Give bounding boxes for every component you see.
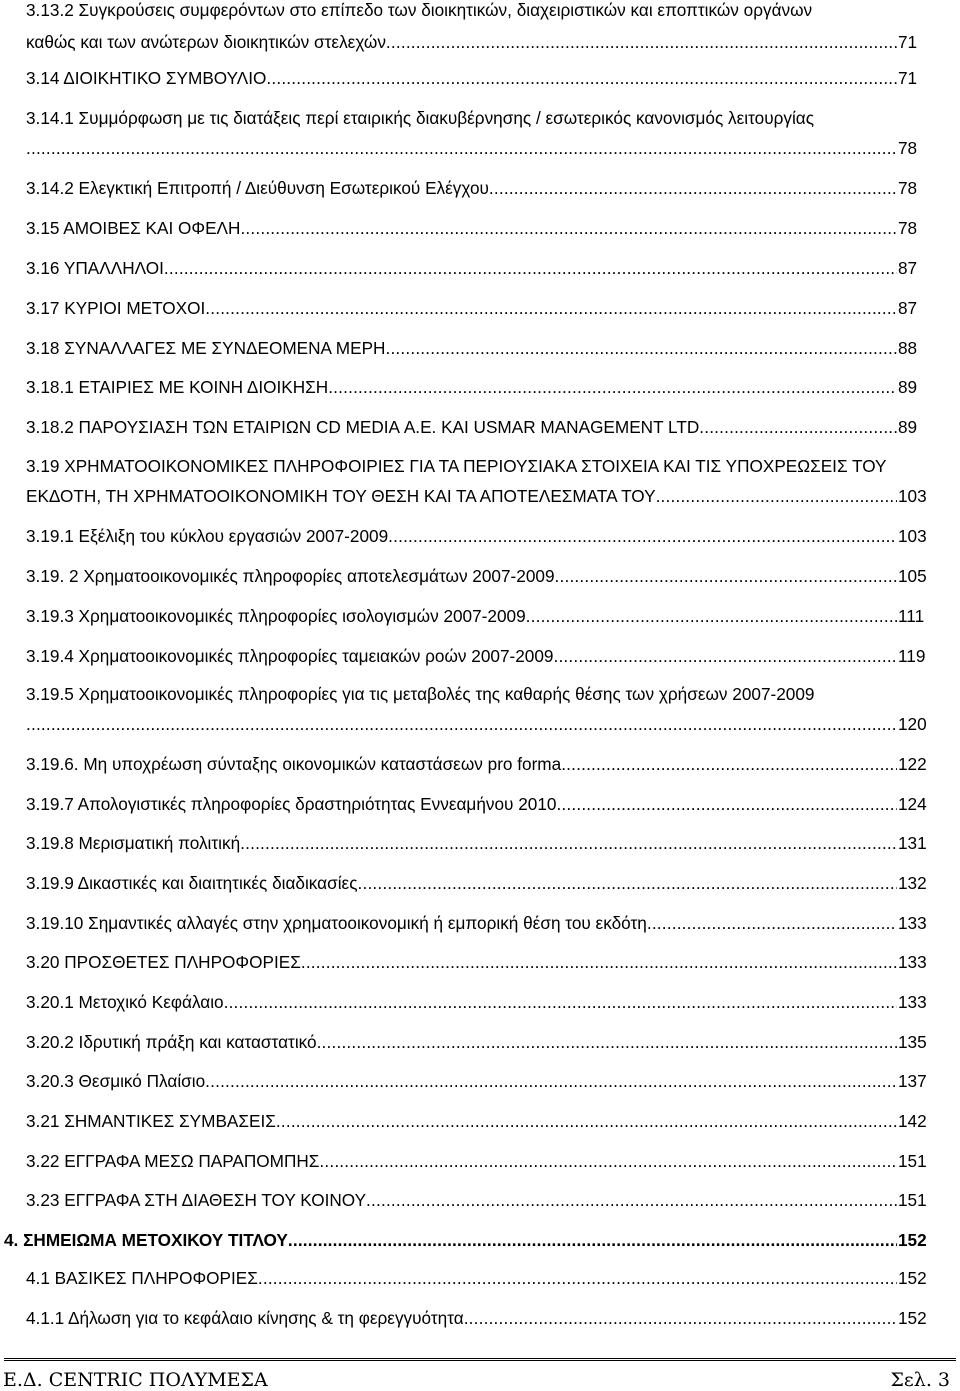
dot-leader <box>386 32 897 52</box>
toc-entry-page: 151 <box>898 1151 927 1171</box>
toc-entry-page: 152 <box>898 1230 927 1250</box>
toc-entry-page: 137 <box>898 1071 927 1091</box>
dot-leader <box>26 714 897 734</box>
toc-entry-page: 89 <box>898 377 918 397</box>
dot-leader <box>240 833 897 853</box>
toc-entry-title-line: 3.19 ΧΡΗΜΑΤΟΟΙΚΟΝΟΜΙΚΕΣ ΠΛΗΡΟΦΟΙΡΙΕΣ ΓΙΑ ΤΑ ΠΕΡΙΟΥΣΙΑΚΑ ΣΤΟΙΧΕΙΑ ΚΑΙ ΤΙΣ ΥΠΟΧΡΕΩΣΕΙΣ ΤΟΥ <box>26 456 887 476</box>
dot-leader <box>301 952 897 972</box>
toc-entry-page: 88 <box>898 338 918 358</box>
toc-entry[interactable] <box>26 526 934 546</box>
dot-leader <box>647 913 897 933</box>
dot-leader <box>266 68 897 88</box>
toc-entry[interactable] <box>26 794 934 814</box>
toc-entry[interactable] <box>26 338 934 358</box>
toc-entry-title: καθώς και των ανώτερων διοικητικών στελεχών <box>26 32 386 52</box>
toc-entry[interactable] <box>26 258 934 278</box>
toc-entry-title: 3.17 ΚΥΡΙΟΙ ΜΕΤΟΧΟΙ <box>26 298 206 318</box>
dot-leader <box>224 992 897 1012</box>
toc-entry-page: 78 <box>898 138 918 158</box>
toc-entry[interactable] <box>26 108 934 158</box>
dot-leader <box>556 794 897 814</box>
toc-entry[interactable] <box>26 1308 934 1328</box>
toc-entry-page: 120 <box>898 714 927 734</box>
toc-entry[interactable] <box>26 992 934 1012</box>
toc-entry[interactable] <box>26 0 934 52</box>
dot-leader <box>358 873 898 893</box>
dot-leader <box>526 606 897 626</box>
toc-entry[interactable] <box>26 913 934 933</box>
toc-entry-page: 122 <box>898 754 927 774</box>
toc-entry-title: 4. ΣΗΜΕΙΩΜΑ ΜΕΤΟΧΙΚΟΥ ΤΙΤΛΟΥ <box>4 1230 288 1250</box>
toc-entry-title: 3.19.1 Εξέλιξη του κύκλου εργασιών 2007-2009 <box>26 526 389 546</box>
toc-entry-title: 3.19.6. Μη υποχρέωση σύνταξης οικονομικών καταστάσεων pro forma <box>26 754 562 774</box>
toc-entry[interactable] <box>26 1032 934 1052</box>
toc-entry[interactable] <box>26 833 934 853</box>
toc-entry[interactable] <box>26 646 934 666</box>
toc-entry-page: 133 <box>898 913 927 933</box>
toc-entry-page: 89 <box>898 417 918 437</box>
dot-leader <box>385 338 897 358</box>
dot-leader <box>699 417 897 437</box>
toc-entry-page: 152 <box>898 1268 927 1288</box>
toc-entry-title: 3.18.2 ΠΑΡΟΥΣΙΑΣΗ ΤΩΝ ΕΤΑΙΡΙΩΝ CD MEDIA Α.Ε. ΚΑΙ USMAR MANAGEMENT LTD <box>26 417 700 437</box>
toc-entry[interactable] <box>26 1190 934 1210</box>
footer-page-number: Σελ. 3 <box>890 1369 950 1391</box>
toc-entry[interactable] <box>26 178 934 198</box>
dot-leader <box>319 1151 897 1171</box>
toc-entry[interactable] <box>26 566 934 586</box>
toc-entry-page: 135 <box>898 1032 927 1052</box>
toc-entry-title: 3.20.3 Θεσμικό Πλαίσιο <box>26 1071 206 1091</box>
toc-entry[interactable] <box>26 606 934 626</box>
toc-entry-title: ΕΚΔΟΤΗ, ΤΗ ΧΡΗΜΑΤΟΟΙΚΟΝΟΜΙΚΗ ΤΟΥ ΘΕΣΗ ΚΑΙ ΤΑ ΑΠΟΤΕΛΕΣΜΑΤΑ ΤΟΥ <box>26 486 656 506</box>
dot-leader <box>388 526 897 546</box>
toc-entry[interactable] <box>26 1071 934 1091</box>
dot-leader <box>555 566 897 586</box>
toc-entry-page: 151 <box>898 1190 927 1210</box>
toc-entry[interactable] <box>26 456 934 506</box>
toc-entry[interactable] <box>26 1111 934 1131</box>
dot-leader <box>26 138 897 158</box>
dot-leader <box>205 1071 897 1091</box>
footer-divider <box>4 1358 956 1361</box>
toc-entry-page: 132 <box>898 873 927 893</box>
toc-entry-page: 111 <box>898 606 925 626</box>
toc-entry[interactable] <box>26 377 934 397</box>
toc-entry-page: 133 <box>898 992 927 1012</box>
toc-entry[interactable] <box>26 684 934 734</box>
toc-entry[interactable] <box>26 298 934 318</box>
dot-leader <box>553 646 897 666</box>
dot-leader <box>276 1111 897 1131</box>
toc-entry-title: 3.14 ΔΙΟΙΚΗΤΙΚΟ ΣΥΜΒΟΥΛΙΟ <box>26 68 267 88</box>
toc-entry-title: 3.23 ΕΓΓΡΑΦΑ ΣΤΗ ΔΙΑΘΕΣΗ ΤΟΥ ΚΟΙΝΟΥ <box>26 1190 367 1210</box>
toc-entry-title: 3.20.2 Ιδρυτική πράξη και καταστατικό <box>26 1032 317 1052</box>
toc-entry-title-line: 3.14.1 Συμμόρφωση με τις διατάξεις περί εταιρικής διακυβέρνησης / εσωτερικός κανονισμός λειτουργίας <box>26 108 815 128</box>
toc-entry-title: 3.15 ΑΜΟΙΒΕΣ ΚΑΙ ΟΦΕΛΗ <box>26 218 241 238</box>
dot-leader <box>464 1308 897 1328</box>
toc-entry-page: 78 <box>898 218 918 238</box>
toc-entry-title: 3.19.8 Μερισματική πολιτική <box>26 833 241 853</box>
toc-entry-title: 4.1.1 Δήλωση για το κεφάλαιο κίνησης & τη φερεγγυότητα <box>26 1308 464 1328</box>
toc-entry-page: 119 <box>898 646 926 666</box>
toc-entry-page: 142 <box>898 1111 927 1131</box>
toc-entry-page: 103 <box>898 486 927 506</box>
toc-entry[interactable] <box>26 417 934 437</box>
toc-entry-page: 133 <box>898 952 927 972</box>
dot-leader <box>317 1032 897 1052</box>
dot-leader <box>240 218 897 238</box>
dot-leader <box>656 486 897 506</box>
toc-entry[interactable] <box>26 218 934 238</box>
dot-leader <box>366 1190 897 1210</box>
toc-entry-title: 3.19.4 Χρηματοοικονομικές πληροφορίες ταμειακών ροών 2007-2009 <box>26 646 554 666</box>
toc-entry-page: 71 <box>898 32 918 52</box>
toc-entry-title: 3.20.1 Μετοχικό Κεφάλαιο <box>26 992 224 1012</box>
toc-entry-title: 3.20 ΠΡΟΣΘΕΤΕΣ ΠΛΗΡΟΦΟΡΙΕΣ <box>26 952 301 972</box>
toc-entry[interactable] <box>26 873 934 893</box>
toc-entry-title: 3.19.3 Χρηματοοικονομικές πληροφορίες ισολογισμών 2007-2009 <box>26 606 526 626</box>
toc-entry-title: 3.19. 2 Χρηματοοικονομικές πληροφορίες αποτελεσμάτων 2007-2009 <box>26 566 555 586</box>
toc-entry-title-line: 3.19.5 Χρηματοοικονομικές πληροφορίες για τις μεταβολές της καθαρής θέσης των χρήσεων 2007-2009 <box>26 684 815 704</box>
dot-leader <box>561 754 897 774</box>
toc-entry[interactable] <box>26 1268 934 1288</box>
toc-entry[interactable] <box>26 68 934 88</box>
toc-entry-page: 71 <box>898 68 918 88</box>
toc-entry-title: 3.18 ΣΥΝΑΛΛΑΓΕΣ ΜΕ ΣΥΝΔΕΟΜΕΝΑ ΜΕΡΗ <box>26 338 386 358</box>
toc-entry-title: 3.14.2 Ελεγκτική Επιτροπή / Διεύθυνση Εσωτερικού Ελέγχου <box>26 178 489 198</box>
toc-entry-title: 3.19.9 Δικαστικές και διαιτητικές διαδικασίες <box>26 873 358 893</box>
toc-entry[interactable] <box>26 952 934 972</box>
toc-entry[interactable] <box>26 754 934 774</box>
toc-entry-page: 152 <box>898 1308 927 1328</box>
dot-leader <box>258 1268 897 1288</box>
dot-leader <box>288 1230 897 1250</box>
toc-entry-title: 3.18.1 ΕΤΑΙΡΙΕΣ ΜΕ ΚΟΙΝΗ ΔΙΟΙΚΗΣΗ <box>26 377 329 397</box>
toc-entry-page: 105 <box>898 566 927 586</box>
toc-entry-page: 103 <box>898 526 927 546</box>
toc-entry[interactable] <box>26 1151 934 1171</box>
toc-entry-title: 4.1 ΒΑΣΙΚΕΣ ΠΛΗΡΟΦΟΡΙΕΣ <box>26 1268 258 1288</box>
toc-entry-page: 87 <box>898 298 918 318</box>
toc-entry-page: 87 <box>898 258 918 278</box>
toc-entry-title: 3.22 ΕΓΓΡΑΦΑ ΜΕΣΩ ΠΑΡΑΠΟΜΠΗΣ <box>26 1151 320 1171</box>
toc-entry-title: 3.19.7 Απολογιστικές πληροφορίες δραστηριότητας Εννεαμήνου 2010 <box>26 794 557 814</box>
dot-leader <box>205 298 897 318</box>
toc-entry-title: 3.19.10 Σημαντικές αλλαγές στην χρηματοοικονομική ή εμπορική θέση του εκδότη <box>26 913 647 933</box>
dot-leader <box>489 178 897 198</box>
dot-leader <box>328 377 897 397</box>
toc-entry-title-line: 3.13.2 Συγκρούσεις συμφερόντων στο επίπεδο των διοικητικών, διαχειριστικών και εποπτικών οργάνων <box>26 0 813 20</box>
toc-entry-page: 78 <box>898 178 918 198</box>
dot-leader <box>164 258 897 278</box>
toc-entry[interactable] <box>4 1230 934 1250</box>
footer-company-name: Ε.Δ. CENTRIC ΠΟΛΥΜΕΣΑ <box>3 1369 268 1391</box>
toc-entry-title: 3.21 ΣΗΜΑΝΤΙΚΕΣ ΣΥΜΒΑΣΕΙΣ <box>26 1111 276 1131</box>
toc-entry-page: 131 <box>898 833 927 853</box>
toc-entry-page: 124 <box>898 794 927 814</box>
toc-entry-title: 3.16 ΥΠΑΛΛΗΛΟΙ <box>26 258 164 278</box>
